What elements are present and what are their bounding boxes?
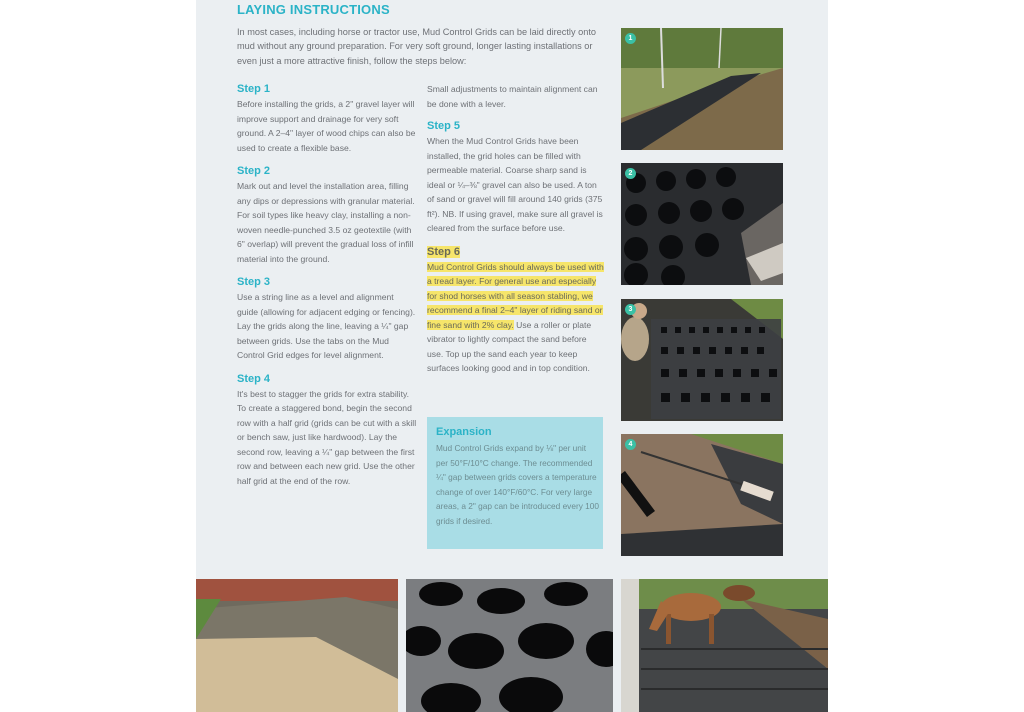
expansion-text: Mud Control Grids expand by ⅛" per unit per 50°F/10°C change. The recommended ¼" gap between grids covers a temperature change of over 140°F/60°C. For very large areas, a 2" gap can be introduced every 100 grids if desired.	[436, 443, 600, 526]
photo-grid-closeup	[406, 579, 613, 712]
step-heading: Step 2	[237, 165, 271, 177]
photo-badge: 2	[625, 168, 636, 179]
photo-step-4	[621, 434, 783, 556]
step-highlight-text: Mud Control Grids should always be used with a tread layer. For general use and especially for shod horses with all season stabling, we recommend a final 2–4" layer of riding sand or fine sand with 2% clay.	[427, 261, 604, 330]
step-4-continued: Small adjustments to maintain alignment can be done with a lever.	[427, 84, 598, 109]
step-3	[237, 275, 417, 363]
left-column	[237, 82, 417, 488]
photo-badge: 3	[625, 304, 636, 315]
photo-badge: 1	[625, 33, 636, 44]
photo-step-1	[621, 28, 783, 150]
intro-text: In most cases, including horse or tractor use, Mud Control Grids can be laid directly onto mud without any ground preparation. For very soft ground, longer lasting installations or even just a more attractive finish, follow the steps below:	[237, 27, 596, 66]
photo-step-2	[621, 163, 783, 285]
step-text: Use a string line as a level and alignment guide (allowing for adjacent edging or fencing). Lay the grids along the line, leaving a ¼" gap between grids. Use the tabs on the Mud Control Grid edges for level alignment.	[237, 292, 416, 360]
step-text: Mark out and level the installation area, filling any dips or depressions with granular material. For soil types like heavy clay, installing a non-woven needle-punched 3.5 oz geotextile (with 6" overlap) will prevent the gradual loss of infill material into the ground.	[237, 181, 415, 264]
step-1	[237, 82, 417, 155]
photo-step-3	[621, 299, 783, 421]
step-heading: Step 4	[237, 372, 271, 385]
brochure-page	[196, 0, 828, 712]
step-text: When the Mud Control Grids have been installed, the grid holes can be filled with permeable material. Coarse sharp sand is ideal or ¼–⅜" gravel can also be used. A ton of sand or gravel will fill around 140 grids (375 ft²). NB. If using gravel, make sure all gravel is cleared from the surface before use.	[427, 136, 603, 233]
step-5	[427, 119, 605, 236]
middle-column	[427, 82, 605, 376]
expansion-heading: Expansion	[436, 426, 492, 438]
step-2	[237, 164, 417, 266]
step-heading: Step 3	[237, 276, 271, 288]
expansion-box	[427, 417, 603, 549]
photo-sand-area	[196, 579, 398, 712]
step-heading: Step 1	[237, 83, 271, 95]
step-text: Before installing the grids, a 2" gravel layer will improve support and drainage for very soft ground. A 2–4" layer of wood chips can also be used to create a flexible base.	[237, 99, 416, 153]
step-text: It's best to stagger the grids for extra stability. To create a staggered bond, begin the second row with a half grid (grids can be cut with a skill or bench saw, just like hardwood). Lay the second row, leaving a ¼" gap between the first row and between each new grid. Use the other half grid at the end of the row.	[237, 388, 417, 486]
step-text: Use a roller or plate vibrator to lightly compact the sand before use. Top up the sand each year to keep surfaces looking good and in top condition.	[427, 319, 592, 373]
step-heading: Step 6	[427, 245, 461, 258]
step-4	[237, 372, 417, 489]
photo-badge: 4	[625, 439, 636, 450]
page-title: LAYING INSTRUCTIONS	[237, 2, 390, 17]
step-6	[427, 245, 605, 376]
photo-horses	[621, 579, 828, 712]
step-heading: Step 5	[427, 120, 461, 132]
